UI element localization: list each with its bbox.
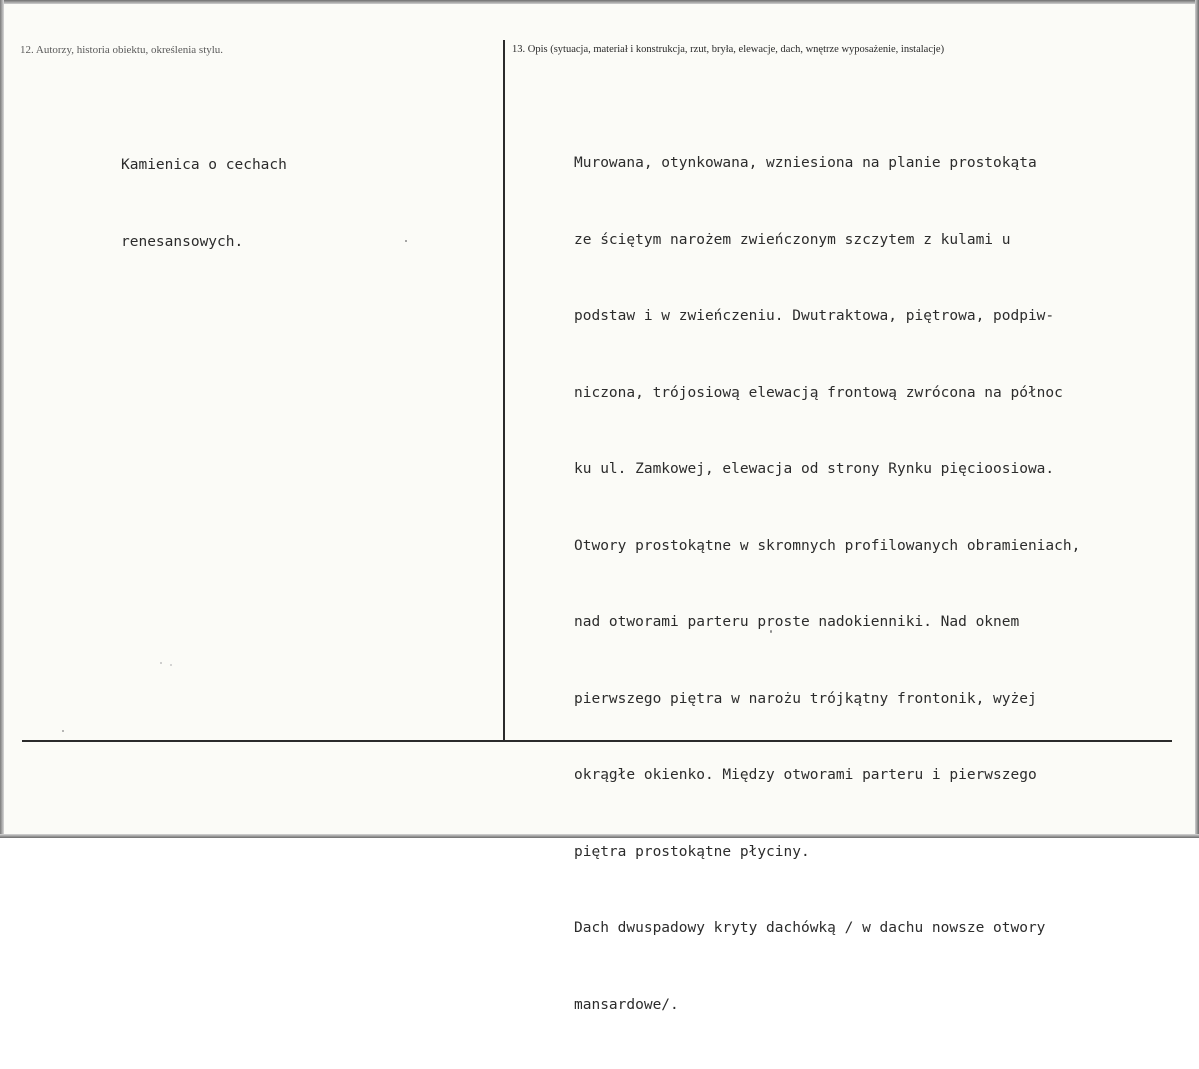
paper-speck: [160, 662, 162, 664]
section-13-line: nad otworami parteru proste nadokienniki. Nad oknem: [574, 614, 1020, 630]
section-12-typed-text: [121, 102, 287, 306]
section-12-line: renesansowych.: [121, 233, 244, 250]
section-13-typed-text: [574, 100, 1080, 1069]
section-13-line: Murowana, otynkowana, wzniesiona na planie prostokąta: [574, 155, 1037, 171]
paper-speck: [405, 240, 407, 242]
paper-speck: [770, 630, 772, 633]
section-13-line: ku ul. Zamkowej, elewacja od strony Rynku pięcioosiowa.: [574, 461, 1055, 477]
scan-edge-left: [0, 0, 4, 838]
section-13-line: ze ściętym narożem zwieńczonym szczytem z kulami u: [574, 231, 1011, 248]
section-13-line: piętra prostokątne płyciny.: [574, 843, 810, 860]
scan-edge-top: [0, 0, 1199, 4]
section-13-line: niczona, trójosiową elewacją frontową zwrócona na północ: [574, 384, 1063, 401]
section-12-line: Kamienica o cechach: [121, 157, 287, 173]
paper-speck: [170, 664, 172, 666]
section-13-line: okrągłe okienko. Między otworami parteru i pierwszego: [574, 767, 1037, 783]
section-13-line: podstaw i w zwieńczeniu. Dwutraktowa, piętrowa, podpiw-: [574, 308, 1055, 324]
column-divider: [503, 40, 505, 740]
section-13-line: Dach dwuspadowy kryty dachówką / w dachu nowsze otwory: [574, 920, 1046, 936]
section-13-line: Otwory prostokątne w skromnych profilowanych obramieniach,: [574, 537, 1081, 554]
section-13-line: pierwszego piętra w narożu trójkątny frontonik, wyżej: [574, 690, 1037, 707]
section-12-header: 12. Autorzy, historia obiektu, określenia stylu.: [20, 44, 224, 56]
section-13-line: mansardowe/.: [574, 996, 679, 1013]
section-13-header: 13. Opis (sytuacja, materiał i konstrukcja, rzut, bryła, elewacje, dach, wnętrze wyposażenie, instalacje): [512, 44, 945, 55]
paper-speck: [62, 730, 64, 732]
scan-edge-right: [1195, 0, 1199, 838]
